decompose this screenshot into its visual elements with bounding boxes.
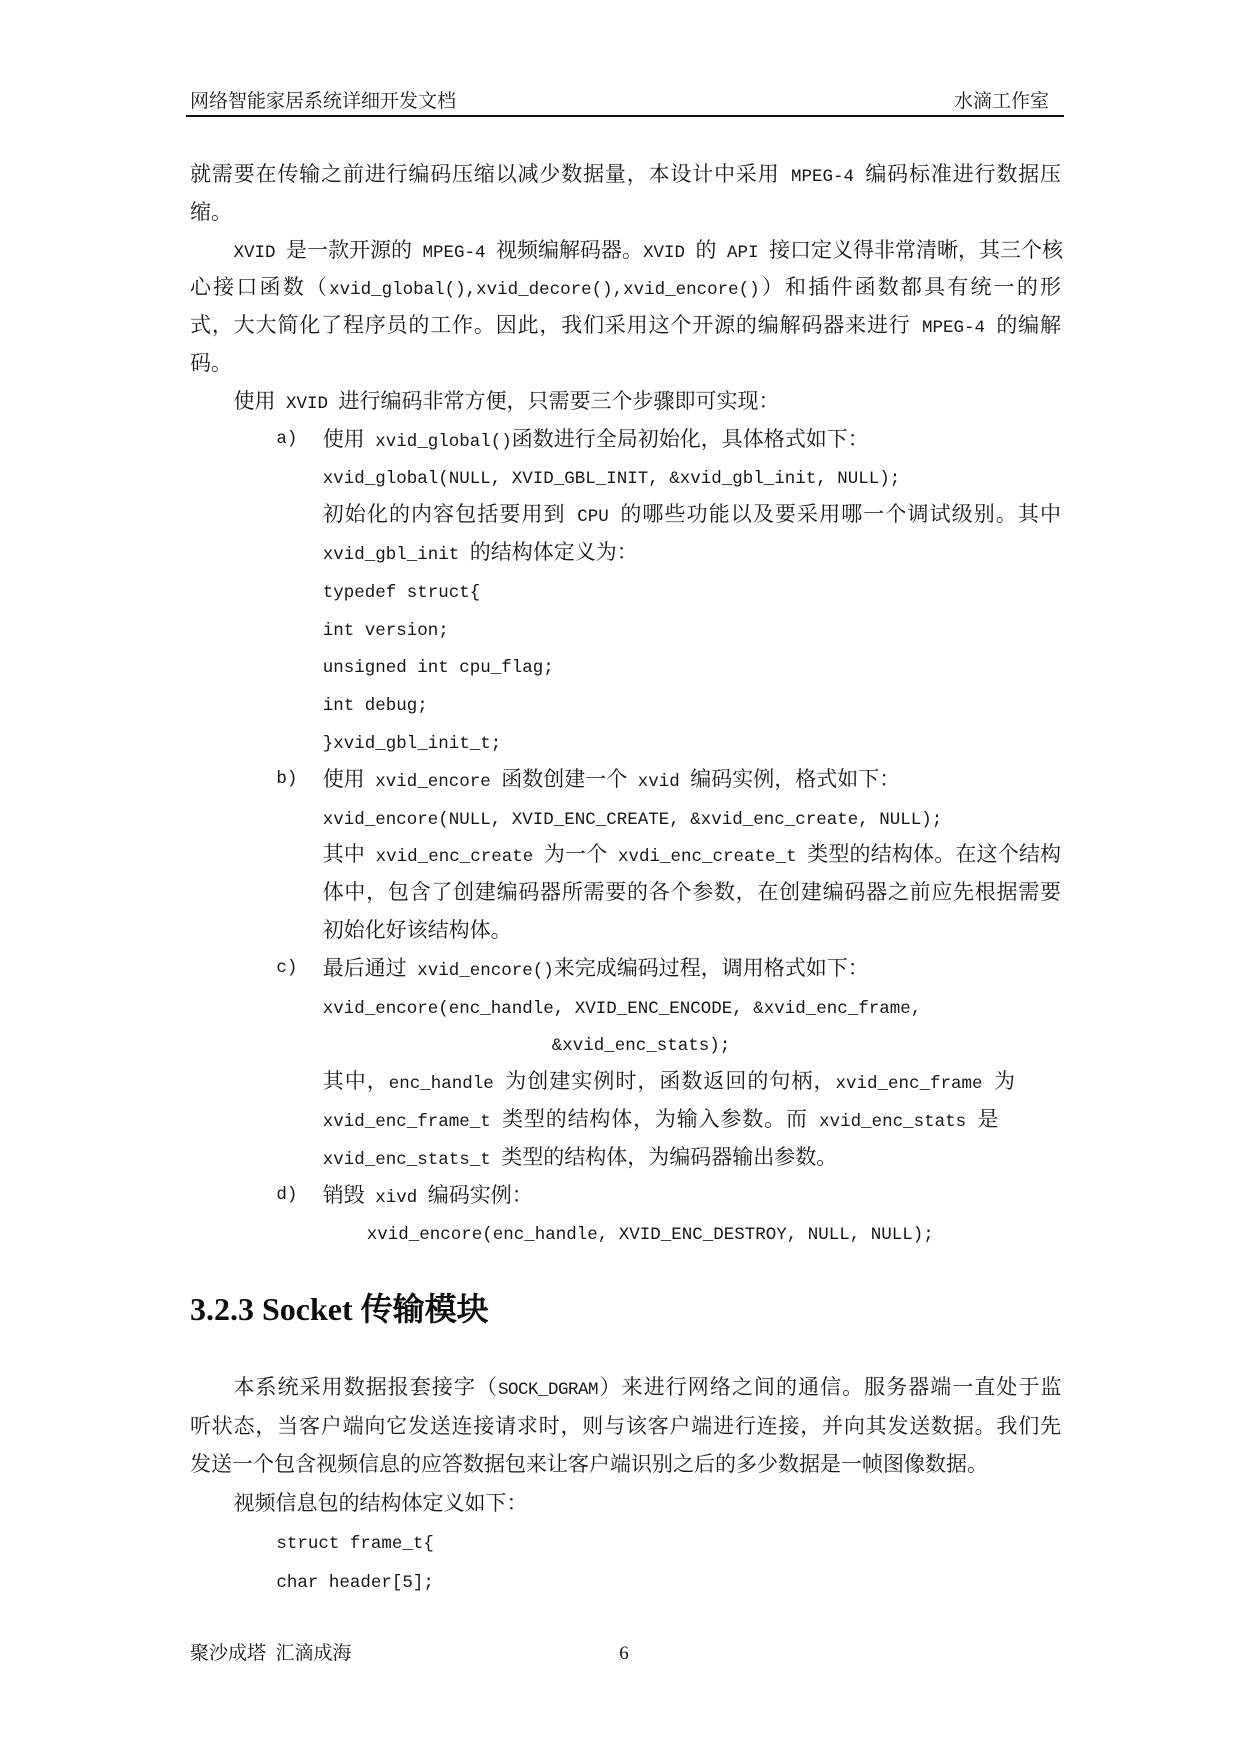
step-c-marker: c) [276,957,298,978]
latin-run: int debug; [322,696,428,717]
body-text-block [190,156,1064,1252]
xvid-paragraph-text: 心接口函数（xvid_global(),xvid_decore(),xvid_encore()）和插件函数都具有统一的形 [190,275,1062,301]
step-b-line [190,836,1061,874]
section-paragraph-text: 本系统采用数据报套接字（SOCK_DGRAM）来进行网络之间的通信。服务器端一直处于监 [233,1375,1062,1400]
code-line-text [276,1568,434,1592]
latin-run: }xvid_gbl_init_t; [322,733,502,754]
latin-run: MPEG-4 [412,242,497,263]
latin-run: xivd [364,1187,428,1208]
step-a-marker: a) [276,428,298,449]
xvid-paragraph-line [190,232,1064,270]
step-a-text: 使用 xvid_global()函数进行全局初始化，具体格式如下： [322,426,869,452]
code-line-text [276,1529,434,1553]
step-c-line [190,1101,1061,1139]
latin-run: enc_handle [388,1074,506,1095]
latin-run: xvid_encore(enc_handle, XVID_ENC_ENCODE, &xvid_enc_frame, [322,998,922,1019]
code-line [190,988,1061,1026]
latin-run: xvid_gbl_init [322,544,470,565]
step-c-line [190,1139,1061,1177]
page-number: 6 [619,1643,629,1664]
latin-run: typedef struct{ [322,582,481,603]
latin-run: SOCK_DGRAM [498,1380,599,1400]
step-c-line [190,950,1061,988]
latin-run: XVID [275,393,339,414]
code-line [190,1214,1061,1252]
code-line [190,1025,1061,1063]
code-line-text [323,616,449,640]
code-line [190,685,1061,723]
latin-run: MPEG-4 [779,167,866,187]
code-line [190,723,1061,761]
code-line-text [367,1220,934,1244]
step-b-marker: b) [276,768,298,789]
latin-run: xvid_encore() [406,960,554,981]
section-heading: 3.2.3 Socket 传输模块 [190,1291,489,1327]
xvid-paragraph-line [190,307,1061,345]
latin-run: XVID [233,242,287,263]
latin-run: xvid_global(),xvid_decore(),xvid_encore() [329,280,760,301]
code-line [190,1522,1061,1561]
xvid-paragraph-text: XVID 是一款开源的 MPEG-4 视频编解码器。XVID 的 API 接口定义得非常清晰，其三个核 [233,237,1064,263]
code-line [190,647,1061,685]
code-line [190,458,1061,496]
latin-run: char header[5]; [276,1572,434,1593]
latin-run: unsigned int cpu_flag; [322,658,554,679]
step-a-line [190,421,1061,459]
step-a-line [190,496,1061,534]
steps-intro-text: 使用 XVID 进行编码非常方便，只需要三个步骤即可实现： [233,388,780,414]
latin-run: MPEG-4 [910,318,997,339]
latin-run: API [716,242,770,263]
step-b-text: 使用 xvid_encore 函数创建一个 xvid 编码实例，格式如下： [322,766,901,792]
step-c-text: 最后通过 xvid_encore()来完成编码过程，调用格式如下： [322,955,869,981]
section-paragraph-line [190,1368,1061,1407]
latin-run: xvid_enc_stats [807,1111,978,1132]
code-line [190,1561,1061,1600]
latin-run: xvid [627,771,691,792]
latin-run: int version; [322,620,449,641]
code-line-text [323,464,901,488]
code-line-text [323,729,502,753]
step-c-text: xvid_enc_stats_t 类型的结构体，为编码器输出参数。 [322,1144,838,1170]
step-c-text: xvid_enc_frame_t 类型的结构体，为输入参数。而 xvid_enc_stats 是 [322,1106,999,1132]
code-line-text [323,805,943,829]
latin-run: &xvid_enc_stats); [551,1036,731,1057]
code-line-text [552,1031,731,1055]
step-a-line [190,534,1061,572]
header-rule [186,115,1064,117]
section-paragraph-text: 发送一个包含视频信息的应答数据包来让客户端识别之后的多少数据是一帧图像数据。 [190,1452,988,1477]
latin-run: xvid_enc_create [365,847,544,868]
footer-motto: 聚沙成塔 汇滴成海 [190,1643,352,1664]
latin-run: XVID [643,242,696,263]
step-a-text: xvid_gbl_init 的结构体定义为： [322,539,638,565]
step-a-text: 初始化的内容包括要用到 CPU 的哪些功能以及要采用哪一个调试级别。其中 [322,502,1062,528]
latin-run: xvid_encore(enc_handle, XVID_ENC_DESTROY, NULL, NULL); [366,1225,934,1246]
latin-run: xvid_global(NULL, XVID_GBL_INIT, &xvid_gbl_init, NULL); [322,469,901,490]
section-paragraph-line [190,1407,1061,1446]
latin-run: xvid_enc_stats_t [322,1149,502,1170]
code-line [190,799,1061,837]
code-line-text [323,691,428,715]
latin-run: xvid_encore(NULL, XVID_ENC_CREATE, &xvid_enc_create, NULL); [322,809,943,830]
step-d-marker: d) [276,1184,298,1205]
xvid-paragraph-line [190,345,1061,383]
xvid-paragraph-text: 式，大大简化了程序员的工作。因此，我们采用这个开源的编解码器来进行 MPEG-4 的编解 [190,313,1062,339]
latin-run: xvid_encore [364,771,502,792]
code-line [190,572,1061,610]
steps-intro-line [190,383,1061,421]
intro-line [190,156,1061,194]
latin-run: xvid_enc_frame [835,1074,995,1095]
latin-run: struct frame_t{ [276,1534,434,1555]
code-line-text [323,578,481,602]
intro-line [190,194,1061,232]
step-d-text: 销毁 xivd 编码实例： [322,1182,533,1208]
struct-intro-text: 视频信息包的结构体定义如下： [233,1490,528,1515]
step-b-text: 初始化好该结构体。 [322,917,512,942]
intro-line-text: 缩。 [190,199,232,224]
xvid-paragraph-line [190,269,1061,307]
struct-intro-line [190,1484,1061,1523]
latin-run: CPU [565,507,621,528]
header-document-title: 网络智能家居系统详细开发文档 [190,91,457,112]
step-b-line [190,761,1061,799]
section-paragraph-text: 听状态，当客户端向它发送连接请求时，则与该客户端进行连接，并向其发送数据。我们先 [190,1413,1061,1438]
code-line-text [323,994,922,1018]
step-c-line [190,1063,1061,1101]
header-studio-name: 水滴工作室 [953,91,1049,112]
step-d-line [190,1177,1061,1215]
step-c-text: 其中，enc_handle 为创建实例时，函数返回的句柄，xvid_enc_frame 为 [322,1069,1016,1095]
xvid-paragraph-text: 码。 [190,350,232,375]
step-b-text: 体中，包含了创建编码器所需要的各个参数，在创建编码器之前应先根据需要 [322,880,1061,905]
code-line-text [323,653,554,677]
latin-run: xvdi_enc_create_t [607,847,808,868]
latin-run: xvid_enc_frame_t [322,1111,503,1132]
intro-line-text: 就需要在传输之前进行编码压缩以减少数据量，本设计中采用 MPEG-4 编码标准进行数据压 [190,162,1062,187]
section-paragraph-line [190,1445,1061,1484]
section-text-block [190,1368,1061,1600]
latin-run: xvid_global() [364,431,512,452]
step-b-line [190,874,1061,912]
step-b-line [190,912,1061,950]
code-line [190,610,1061,648]
step-b-text: 其中 xvid_enc_create 为一个 xvdi_enc_create_t 类型的结构体。在这个结构 [322,842,1062,868]
